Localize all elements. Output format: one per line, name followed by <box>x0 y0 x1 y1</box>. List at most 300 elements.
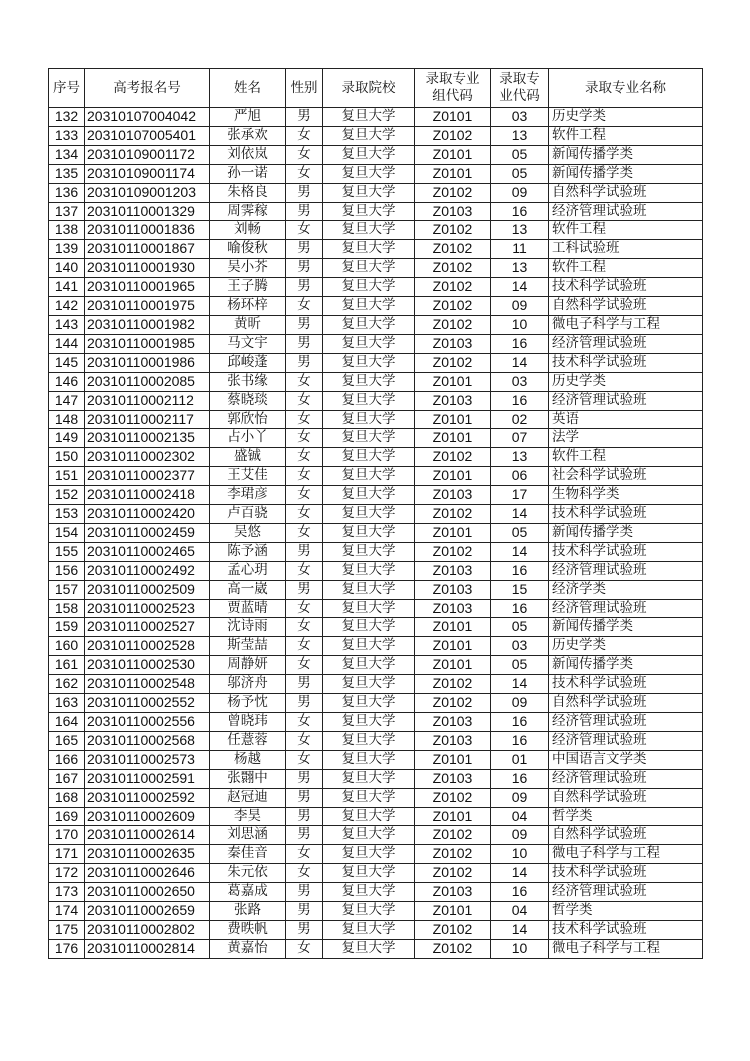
name-cell: 杨环梓 <box>210 297 286 316</box>
major-code-cell: 05 <box>491 145 549 164</box>
school-cell: 复旦大学 <box>323 126 415 145</box>
group-code-cell: Z0101 <box>415 429 491 448</box>
group-code-cell: Z0101 <box>415 145 491 164</box>
table-body <box>49 108 703 959</box>
table-row <box>49 845 703 864</box>
gender-cell: 女 <box>286 731 323 750</box>
gender-cell: 女 <box>286 750 323 769</box>
seq-cell: 159 <box>49 618 85 637</box>
name-cell: 张翾中 <box>210 769 286 788</box>
exam-id-cell: 20310110002568 <box>85 731 210 750</box>
name-cell: 李珺彦 <box>210 486 286 505</box>
exam-id-cell: 20310109001172 <box>85 145 210 164</box>
school-cell: 复旦大学 <box>323 240 415 259</box>
gender-cell: 女 <box>286 599 323 618</box>
seq-cell: 172 <box>49 864 85 883</box>
seq-cell: 143 <box>49 315 85 334</box>
major-name-cell: 哲学类 <box>549 902 703 921</box>
major-code-cell: 09 <box>491 694 549 713</box>
school-cell: 复旦大学 <box>323 694 415 713</box>
major-code-cell: 03 <box>491 108 549 127</box>
table-row <box>49 278 703 297</box>
seq-cell: 166 <box>49 750 85 769</box>
major-name-cell: 经济管理试验班 <box>549 769 703 788</box>
gender-cell: 男 <box>286 202 323 221</box>
exam-id-cell: 20310109001174 <box>85 164 210 183</box>
name-cell: 刘思涵 <box>210 826 286 845</box>
major-name-cell: 新闻传播学类 <box>549 164 703 183</box>
name-cell: 王艾佳 <box>210 467 286 486</box>
table-row <box>49 939 703 958</box>
school-cell: 复旦大学 <box>323 902 415 921</box>
exam-id-cell: 20310107005401 <box>85 126 210 145</box>
major-name-cell: 自然科学试验班 <box>549 694 703 713</box>
gender-cell: 男 <box>286 353 323 372</box>
exam-id-cell: 20310110002530 <box>85 656 210 675</box>
gender-cell: 女 <box>286 126 323 145</box>
major-name-cell: 经济管理试验班 <box>549 883 703 902</box>
name-cell: 邱峻蓬 <box>210 353 286 372</box>
name-cell: 孟心玥 <box>210 561 286 580</box>
group-code-cell: Z0103 <box>415 202 491 221</box>
gender-cell: 男 <box>286 826 323 845</box>
exam-id-cell: 20310110001975 <box>85 297 210 316</box>
gender-cell: 女 <box>286 164 323 183</box>
name-cell: 喻俊秋 <box>210 240 286 259</box>
school-cell: 复旦大学 <box>323 637 415 656</box>
name-cell: 杨予忱 <box>210 694 286 713</box>
school-cell: 复旦大学 <box>323 939 415 958</box>
table-row <box>49 599 703 618</box>
major-name-cell: 自然科学试验班 <box>549 297 703 316</box>
gender-cell: 女 <box>286 429 323 448</box>
major-name-cell: 工科试验班 <box>549 240 703 259</box>
seq-cell: 152 <box>49 486 85 505</box>
major-name-cell: 经济管理试验班 <box>549 202 703 221</box>
major-name-cell: 新闻传播学类 <box>549 656 703 675</box>
group-code-cell: Z0102 <box>415 259 491 278</box>
major-code-cell: 10 <box>491 845 549 864</box>
table-row <box>49 523 703 542</box>
exam-id-cell: 20310110002650 <box>85 883 210 902</box>
exam-id-cell: 20310110002492 <box>85 561 210 580</box>
major-name-cell: 技术科学试验班 <box>549 920 703 939</box>
exam-id-cell: 20310110002646 <box>85 864 210 883</box>
seq-cell: 134 <box>49 145 85 164</box>
school-cell: 复旦大学 <box>323 656 415 675</box>
major-code-cell: 16 <box>491 391 549 410</box>
exam-id-cell: 20310110001965 <box>85 278 210 297</box>
group-code-cell: Z0102 <box>415 788 491 807</box>
group-code-cell: Z0102 <box>415 240 491 259</box>
major-code-cell: 16 <box>491 334 549 353</box>
major-name-cell: 经济管理试验班 <box>549 599 703 618</box>
header-gender: 性别 <box>286 69 323 108</box>
school-cell: 复旦大学 <box>323 750 415 769</box>
school-cell: 复旦大学 <box>323 580 415 599</box>
exam-id-cell: 20310110002418 <box>85 486 210 505</box>
major-name-cell: 软件工程 <box>549 126 703 145</box>
seq-cell: 132 <box>49 108 85 127</box>
seq-cell: 167 <box>49 769 85 788</box>
table-row <box>49 221 703 240</box>
major-code-cell: 03 <box>491 637 549 656</box>
seq-cell: 164 <box>49 713 85 732</box>
gender-cell: 女 <box>286 391 323 410</box>
name-cell: 马文宇 <box>210 334 286 353</box>
seq-cell: 144 <box>49 334 85 353</box>
seq-cell: 161 <box>49 656 85 675</box>
header-major-code: 录取专业代码 <box>491 69 549 108</box>
table-row <box>49 542 703 561</box>
major-name-cell: 中国语言文学类 <box>549 750 703 769</box>
gender-cell: 女 <box>286 297 323 316</box>
table-row <box>49 108 703 127</box>
gender-cell: 男 <box>286 769 323 788</box>
gender-cell: 女 <box>286 505 323 524</box>
name-cell: 周霁稼 <box>210 202 286 221</box>
group-code-cell: Z0102 <box>415 353 491 372</box>
major-code-cell: 13 <box>491 126 549 145</box>
major-code-cell: 14 <box>491 542 549 561</box>
name-cell: 刘畅 <box>210 221 286 240</box>
school-cell: 复旦大学 <box>323 334 415 353</box>
name-cell: 葛嘉成 <box>210 883 286 902</box>
table-row <box>49 145 703 164</box>
group-code-cell: Z0102 <box>415 920 491 939</box>
gender-cell: 男 <box>286 902 323 921</box>
group-code-cell: Z0102 <box>415 278 491 297</box>
gender-cell: 女 <box>286 618 323 637</box>
school-cell: 复旦大学 <box>323 145 415 164</box>
major-code-cell: 16 <box>491 883 549 902</box>
name-cell: 吴悠 <box>210 523 286 542</box>
major-code-cell: 15 <box>491 580 549 599</box>
school-cell: 复旦大学 <box>323 164 415 183</box>
group-code-cell: Z0102 <box>415 505 491 524</box>
gender-cell: 男 <box>286 315 323 334</box>
major-code-cell: 16 <box>491 769 549 788</box>
admission-table <box>48 68 703 959</box>
major-name-cell: 经济管理试验班 <box>549 391 703 410</box>
name-cell: 李昊 <box>210 807 286 826</box>
major-code-cell: 16 <box>491 599 549 618</box>
school-cell: 复旦大学 <box>323 278 415 297</box>
name-cell: 张承欢 <box>210 126 286 145</box>
major-code-cell: 10 <box>491 315 549 334</box>
name-cell: 费昳帆 <box>210 920 286 939</box>
table-row <box>49 164 703 183</box>
major-code-cell: 16 <box>491 731 549 750</box>
exam-id-cell: 20310110002377 <box>85 467 210 486</box>
major-name-cell: 社会科学试验班 <box>549 467 703 486</box>
school-cell: 复旦大学 <box>323 542 415 561</box>
header-name: 姓名 <box>210 69 286 108</box>
gender-cell: 女 <box>286 221 323 240</box>
major-name-cell: 技术科学试验班 <box>549 864 703 883</box>
exam-id-cell: 20310110002117 <box>85 410 210 429</box>
seq-cell: 148 <box>49 410 85 429</box>
major-code-cell: 13 <box>491 448 549 467</box>
group-code-cell: Z0101 <box>415 618 491 637</box>
table-row <box>49 807 703 826</box>
table-row <box>49 183 703 202</box>
seq-cell: 162 <box>49 675 85 694</box>
major-code-cell: 14 <box>491 353 549 372</box>
table-row <box>49 202 703 221</box>
gender-cell: 女 <box>286 145 323 164</box>
name-cell: 王子腾 <box>210 278 286 297</box>
major-name-cell: 哲学类 <box>549 807 703 826</box>
exam-id-cell: 20310110002635 <box>85 845 210 864</box>
major-code-cell: 16 <box>491 713 549 732</box>
name-cell: 曾晓玮 <box>210 713 286 732</box>
group-code-cell: Z0103 <box>415 731 491 750</box>
name-cell: 秦佳音 <box>210 845 286 864</box>
exam-id-cell: 20310110002523 <box>85 599 210 618</box>
gender-cell: 女 <box>286 845 323 864</box>
exam-id-cell: 20310110001867 <box>85 240 210 259</box>
group-code-cell: Z0103 <box>415 883 491 902</box>
seq-cell: 156 <box>49 561 85 580</box>
major-code-cell: 09 <box>491 826 549 845</box>
group-code-cell: Z0102 <box>415 315 491 334</box>
school-cell: 复旦大学 <box>323 826 415 845</box>
seq-cell: 168 <box>49 788 85 807</box>
table-row <box>49 769 703 788</box>
major-code-cell: 16 <box>491 202 549 221</box>
table-row <box>49 864 703 883</box>
major-code-cell: 02 <box>491 410 549 429</box>
seq-cell: 163 <box>49 694 85 713</box>
table-row <box>49 259 703 278</box>
seq-cell: 158 <box>49 599 85 618</box>
group-code-cell: Z0102 <box>415 845 491 864</box>
seq-cell: 170 <box>49 826 85 845</box>
school-cell: 复旦大学 <box>323 845 415 864</box>
name-cell: 卢百骁 <box>210 505 286 524</box>
name-cell: 严旭 <box>210 108 286 127</box>
table-row <box>49 372 703 391</box>
major-name-cell: 新闻传播学类 <box>549 618 703 637</box>
school-cell: 复旦大学 <box>323 731 415 750</box>
name-cell: 任薏蓉 <box>210 731 286 750</box>
exam-id-cell: 20310110002548 <box>85 675 210 694</box>
name-cell: 高一崴 <box>210 580 286 599</box>
exam-id-cell: 20310107004042 <box>85 108 210 127</box>
major-name-cell: 技术科学试验班 <box>549 505 703 524</box>
seq-cell: 169 <box>49 807 85 826</box>
major-name-cell: 软件工程 <box>549 259 703 278</box>
table-row <box>49 694 703 713</box>
seq-cell: 141 <box>49 278 85 297</box>
table-row <box>49 788 703 807</box>
major-name-cell: 经济管理试验班 <box>549 713 703 732</box>
group-code-cell: Z0102 <box>415 221 491 240</box>
group-code-cell: Z0102 <box>415 826 491 845</box>
seq-cell: 174 <box>49 902 85 921</box>
school-cell: 复旦大学 <box>323 618 415 637</box>
group-code-cell: Z0102 <box>415 297 491 316</box>
group-code-cell: Z0103 <box>415 580 491 599</box>
group-code-cell: Z0103 <box>415 334 491 353</box>
major-name-cell: 自然科学试验班 <box>549 826 703 845</box>
gender-cell: 女 <box>286 486 323 505</box>
major-name-cell: 经济管理试验班 <box>549 561 703 580</box>
school-cell: 复旦大学 <box>323 221 415 240</box>
table-row <box>49 731 703 750</box>
exam-id-cell: 20310110002592 <box>85 788 210 807</box>
school-cell: 复旦大学 <box>323 599 415 618</box>
exam-id-cell: 20310109001203 <box>85 183 210 202</box>
group-code-cell: Z0103 <box>415 561 491 580</box>
gender-cell: 女 <box>286 656 323 675</box>
gender-cell: 男 <box>286 278 323 297</box>
major-name-cell: 英语 <box>549 410 703 429</box>
name-cell: 吴小芥 <box>210 259 286 278</box>
table-row <box>49 750 703 769</box>
table-row <box>49 353 703 372</box>
seq-cell: 140 <box>49 259 85 278</box>
name-cell: 沈诗雨 <box>210 618 286 637</box>
table-row <box>49 448 703 467</box>
major-code-cell: 14 <box>491 864 549 883</box>
major-name-cell: 自然科学试验班 <box>549 183 703 202</box>
exam-id-cell: 20310110001930 <box>85 259 210 278</box>
name-cell: 张路 <box>210 902 286 921</box>
gender-cell: 男 <box>286 807 323 826</box>
exam-id-cell: 20310110001985 <box>85 334 210 353</box>
major-name-cell: 经济学类 <box>549 580 703 599</box>
major-name-cell: 微电子科学与工程 <box>549 845 703 864</box>
exam-id-cell: 20310110002556 <box>85 713 210 732</box>
group-code-cell: Z0101 <box>415 164 491 183</box>
name-cell: 陈予涵 <box>210 542 286 561</box>
table-row <box>49 486 703 505</box>
group-code-cell: Z0103 <box>415 486 491 505</box>
group-code-cell: Z0101 <box>415 656 491 675</box>
name-cell: 斯莹喆 <box>210 637 286 656</box>
seq-cell: 145 <box>49 353 85 372</box>
major-name-cell: 生物科学类 <box>549 486 703 505</box>
group-code-cell: Z0102 <box>415 694 491 713</box>
group-code-cell: Z0101 <box>415 523 491 542</box>
exam-id-cell: 20310110002528 <box>85 637 210 656</box>
header-seq: 序号 <box>49 69 85 108</box>
name-cell: 朱格良 <box>210 183 286 202</box>
school-cell: 复旦大学 <box>323 675 415 694</box>
gender-cell: 男 <box>286 334 323 353</box>
seq-cell: 151 <box>49 467 85 486</box>
group-code-cell: Z0102 <box>415 448 491 467</box>
name-cell: 杨越 <box>210 750 286 769</box>
name-cell: 占小丫 <box>210 429 286 448</box>
gender-cell: 男 <box>286 675 323 694</box>
major-code-cell: 04 <box>491 807 549 826</box>
name-cell: 朱元依 <box>210 864 286 883</box>
seq-cell: 146 <box>49 372 85 391</box>
gender-cell: 女 <box>286 561 323 580</box>
major-code-cell: 05 <box>491 164 549 183</box>
header-major-name: 录取专业名称 <box>549 69 703 108</box>
table-row <box>49 580 703 599</box>
school-cell: 复旦大学 <box>323 372 415 391</box>
major-code-cell: 13 <box>491 221 549 240</box>
group-code-cell: Z0101 <box>415 902 491 921</box>
school-cell: 复旦大学 <box>323 108 415 127</box>
exam-id-cell: 20310110002420 <box>85 505 210 524</box>
seq-cell: 133 <box>49 126 85 145</box>
seq-cell: 154 <box>49 523 85 542</box>
exam-id-cell: 20310110002552 <box>85 694 210 713</box>
major-name-cell: 技术科学试验班 <box>549 278 703 297</box>
gender-cell: 女 <box>286 864 323 883</box>
major-name-cell: 新闻传播学类 <box>549 145 703 164</box>
seq-cell: 175 <box>49 920 85 939</box>
major-code-cell: 11 <box>491 240 549 259</box>
exam-id-cell: 20310110002465 <box>85 542 210 561</box>
group-code-cell: Z0102 <box>415 675 491 694</box>
seq-cell: 142 <box>49 297 85 316</box>
name-cell: 黄昕 <box>210 315 286 334</box>
exam-id-cell: 20310110002814 <box>85 939 210 958</box>
group-code-cell: Z0102 <box>415 542 491 561</box>
seq-cell: 173 <box>49 883 85 902</box>
table-row <box>49 315 703 334</box>
exam-id-cell: 20310110002085 <box>85 372 210 391</box>
major-code-cell: 05 <box>491 656 549 675</box>
gender-cell: 女 <box>286 637 323 656</box>
name-cell: 孙一诺 <box>210 164 286 183</box>
major-code-cell: 14 <box>491 920 549 939</box>
seq-cell: 176 <box>49 939 85 958</box>
school-cell: 复旦大学 <box>323 183 415 202</box>
table-row <box>49 902 703 921</box>
gender-cell: 女 <box>286 448 323 467</box>
major-name-cell: 自然科学试验班 <box>549 788 703 807</box>
exam-id-cell: 20310110002302 <box>85 448 210 467</box>
header-group-code: 录取专业组代码 <box>415 69 491 108</box>
major-code-cell: 13 <box>491 259 549 278</box>
major-code-cell: 05 <box>491 523 549 542</box>
seq-cell: 153 <box>49 505 85 524</box>
gender-cell: 男 <box>286 183 323 202</box>
major-code-cell: 14 <box>491 278 549 297</box>
school-cell: 复旦大学 <box>323 297 415 316</box>
gender-cell: 男 <box>286 259 323 278</box>
gender-cell: 男 <box>286 240 323 259</box>
exam-id-cell: 20310110002459 <box>85 523 210 542</box>
group-code-cell: Z0102 <box>415 126 491 145</box>
major-name-cell: 微电子科学与工程 <box>549 939 703 958</box>
major-code-cell: 04 <box>491 902 549 921</box>
major-code-cell: 07 <box>491 429 549 448</box>
group-code-cell: Z0101 <box>415 637 491 656</box>
seq-cell: 150 <box>49 448 85 467</box>
name-cell: 邬济舟 <box>210 675 286 694</box>
name-cell: 盛铖 <box>210 448 286 467</box>
table-row <box>49 297 703 316</box>
group-code-cell: Z0101 <box>415 372 491 391</box>
gender-cell: 女 <box>286 523 323 542</box>
seq-cell: 135 <box>49 164 85 183</box>
major-code-cell: 09 <box>491 183 549 202</box>
table-row <box>49 713 703 732</box>
name-cell: 蔡晓琰 <box>210 391 286 410</box>
school-cell: 复旦大学 <box>323 523 415 542</box>
seq-cell: 157 <box>49 580 85 599</box>
group-code-cell: Z0101 <box>415 108 491 127</box>
